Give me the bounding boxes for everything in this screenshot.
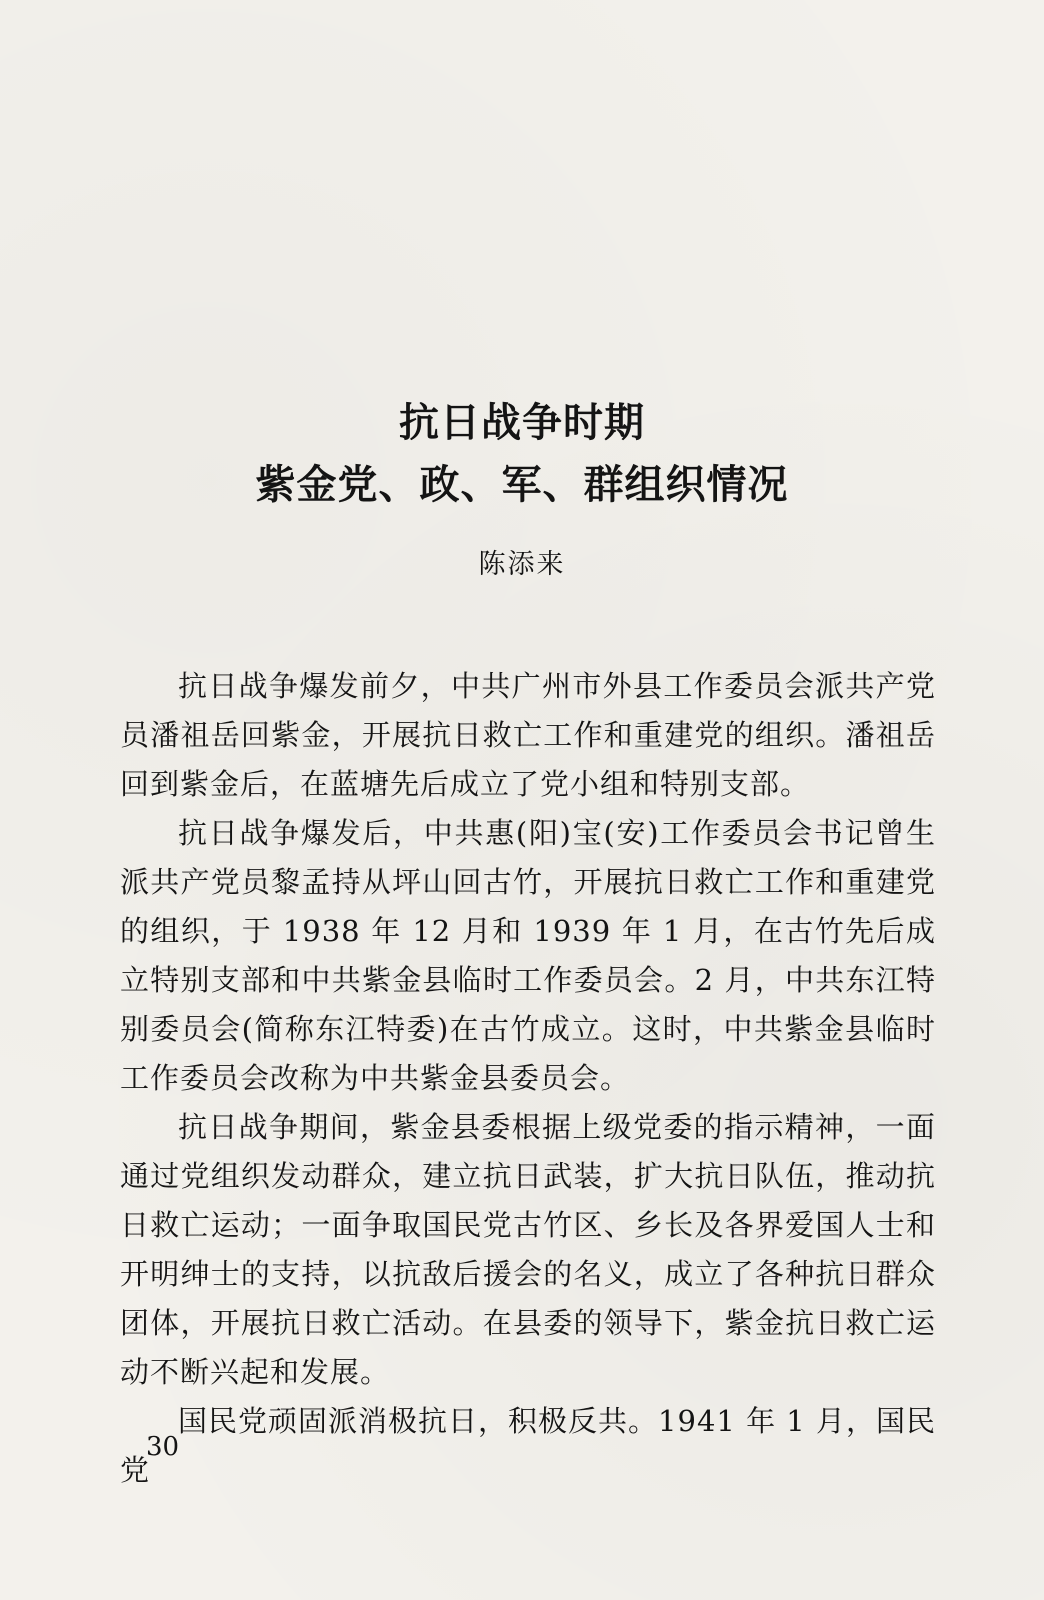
page-number: 30	[146, 1432, 180, 1462]
paragraph-3: 抗日战争期间，紫金县委根据上级党委的指示精神，一面通过党组织发动群众，建立抗日武装，扩大抗日队伍，推动抗日救亡运动；一面争取国民党古竹区、乡长及各界爱国人士和开明绅士的支持，以抗敌后援会的名义，成立了各种抗日群众团体，开展抗日救亡活动。在县委的领导下，紫金抗日救亡运动不断兴起和发展。	[120, 1110, 936, 1389]
article-author: 陈添来	[478, 549, 566, 580]
paragraph-1: 抗日战争爆发前夕，中共广州市外县工作委员会派共产党员潘祖岳回紫金，开展抗日救亡工作和重建党的组织。潘祖岳回到紫金后，在蓝塘先后成立了党小组和特别支部。	[120, 669, 936, 801]
title-line-2: 紫金党、政、军、群组织情况	[255, 462, 789, 508]
title-line-1: 抗日战争时期	[399, 400, 645, 446]
article-title	[0, 392, 1044, 516]
paragraph-4: 国民党顽固派消极抗日，积极反共。1941 年 1 月，国民党	[120, 1404, 936, 1487]
paragraph-2: 抗日战争爆发后，中共惠(阳)宝(安)工作委员会书记曾生派共产党员黎孟持从坪山回古竹，开展抗日救亡工作和重建党的组织，于 1938 年 12 月和 1939 年 1 月，在古竹先后成立特别支部和中共紫金县临时工作委员会。2 月，中共东江特别委员会(简称东江特委)在古竹成立。这时，中共紫金县临时工作委员会改称为中共紫金县委员会。	[120, 816, 936, 1095]
article-body	[120, 662, 936, 1495]
